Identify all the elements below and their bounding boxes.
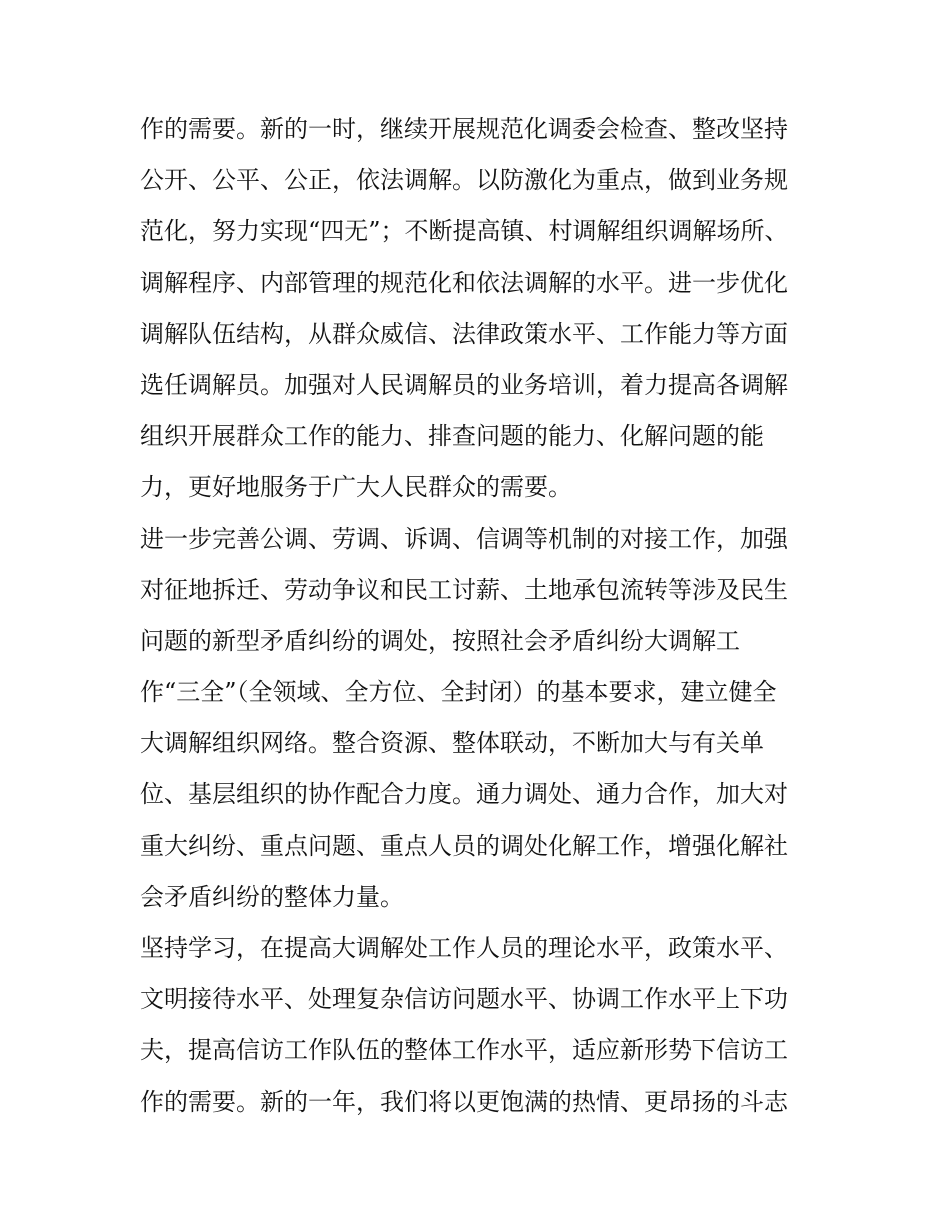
text-line: 调解程序、内部管理的规范化和依法调解的水平。进一步优化	[140, 268, 788, 297]
text-line: 进一步完善公调、劳调、诉调、信调等机制的对接工作，加强	[140, 524, 788, 553]
text-line: 大调解组织网络。整合资源、整体联动，不断加大与有关单	[140, 729, 764, 758]
text-line: 调解队伍结构，从群众威信、法律政策水平、工作能力等方面	[140, 319, 788, 348]
text-line: 组织开展群众工作的能力、排查问题的能力、化解问题的能	[140, 422, 764, 451]
text-line: 文明接待水平、处理复杂信访问题水平、协调工作水平上下功	[140, 985, 788, 1014]
text-line: 坚持学习，在提高大调解处工作人员的理论水平，政策水平、	[140, 934, 788, 962]
text-line: 重大纠纷、重点问题、重点人员的调处化解工作，增强化解社	[140, 831, 788, 860]
body-text	[140, 104, 820, 1128]
text-line: 作的需要。新的一时，继续开展规范化调委会检查、整改坚持	[140, 115, 788, 143]
text-line: 力，更好地服务于广大人民群众的需要。	[140, 473, 572, 502]
text-line: 作的需要。新的一年，我们将以更饱满的热情、更昂扬的斗志	[140, 1087, 788, 1116]
text-line: 问题的新型矛盾纠纷的调处，按照社会矛盾纠纷大调解工	[140, 626, 740, 655]
text-line: 位、基层组织的协作配合力度。通力调处、通力合作，加大对	[140, 780, 788, 809]
text-line: 会矛盾纠纷的整体力量。	[140, 882, 404, 911]
text-line: 夫，提高信访工作队伍的整体工作水平，适应新形势下信访工	[140, 1036, 788, 1065]
text-line: 公开、公平、公正，依法调解。以防激化为重点，做到业务规	[140, 166, 788, 195]
text-line: 作“三全”（全领域、全方位、全封闭）的基本要求，建立健全	[140, 678, 777, 707]
text-line: 范化，努力实现“四无”；不断提高镇、村调解组织调解场所、	[140, 217, 789, 246]
text-line: 选任调解员。加强对人民调解员的业务培训，着力提高各调解	[140, 370, 788, 399]
text-line: 对征地拆迁、劳动争议和民工讨薪、土地承包流转等涉及民生	[140, 575, 788, 604]
